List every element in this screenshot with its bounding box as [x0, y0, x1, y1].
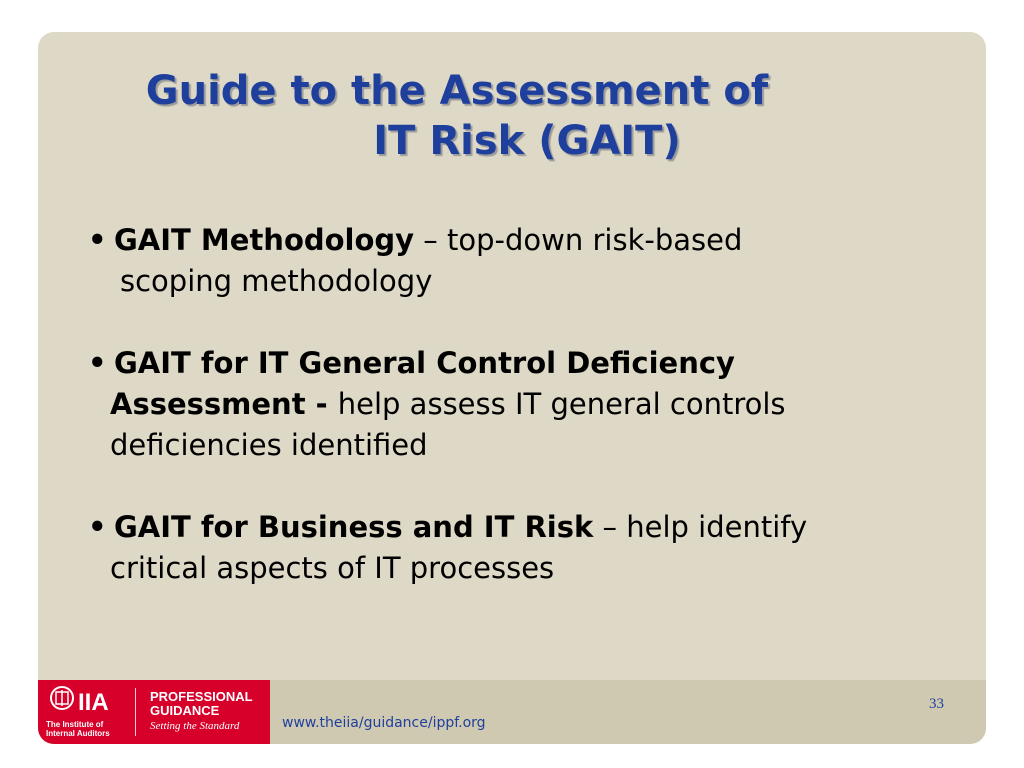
- bullet-line: [88, 384, 958, 425]
- slide-title: [38, 66, 986, 166]
- bullet-heading: GAIT for Business and IT Risk: [114, 510, 594, 544]
- bullet-gait-methodology: [88, 220, 958, 302]
- bullet-heading-continuation: Assessment -: [110, 387, 338, 421]
- bullet-continuation: critical aspects of IT processes: [110, 551, 555, 585]
- title-line-2: IT Risk (GAIT): [373, 118, 681, 164]
- bullet-text: help assess IT general controls: [337, 387, 786, 421]
- bullet-marker: •: [88, 346, 107, 380]
- tagline: Setting the Standard: [150, 720, 240, 732]
- bullet-continuation: deficiencies identified: [110, 428, 428, 462]
- bullet-marker: •: [88, 510, 107, 544]
- footer-band: [38, 680, 986, 744]
- institute-name: The Institute of Internal Auditors: [46, 720, 110, 738]
- iia-brand-block: [38, 680, 270, 744]
- bullet-gait-business-it-risk: [88, 507, 958, 589]
- bullet-list: [88, 220, 958, 630]
- iia-logo-letters: IIA: [78, 689, 109, 716]
- bullet-continuation: scoping methodology: [120, 264, 433, 298]
- bullet-line: [88, 507, 958, 548]
- iia-logo-icon: [48, 686, 128, 716]
- bullet-marker: •: [88, 223, 107, 257]
- brand-divider: [135, 688, 136, 736]
- page-number: 33: [929, 696, 944, 712]
- title-line-1: Guide to the Assessment of: [145, 68, 769, 114]
- bullet-heading: GAIT for IT General Control Deficiency: [114, 346, 735, 380]
- bullet-text: – help identify: [593, 510, 808, 544]
- bullet-text: – top-down risk-based: [414, 223, 743, 257]
- bullet-line: [88, 220, 958, 261]
- guidance-url-link[interactable]: www.theiia/guidance/ippf.org: [282, 715, 486, 731]
- bullet-gait-itgc-deficiency: [88, 343, 958, 466]
- professional-guidance-title: PROFESSIONAL GUIDANCE: [150, 689, 253, 718]
- slide: [38, 32, 986, 744]
- bullet-heading: GAIT Methodology: [114, 223, 415, 257]
